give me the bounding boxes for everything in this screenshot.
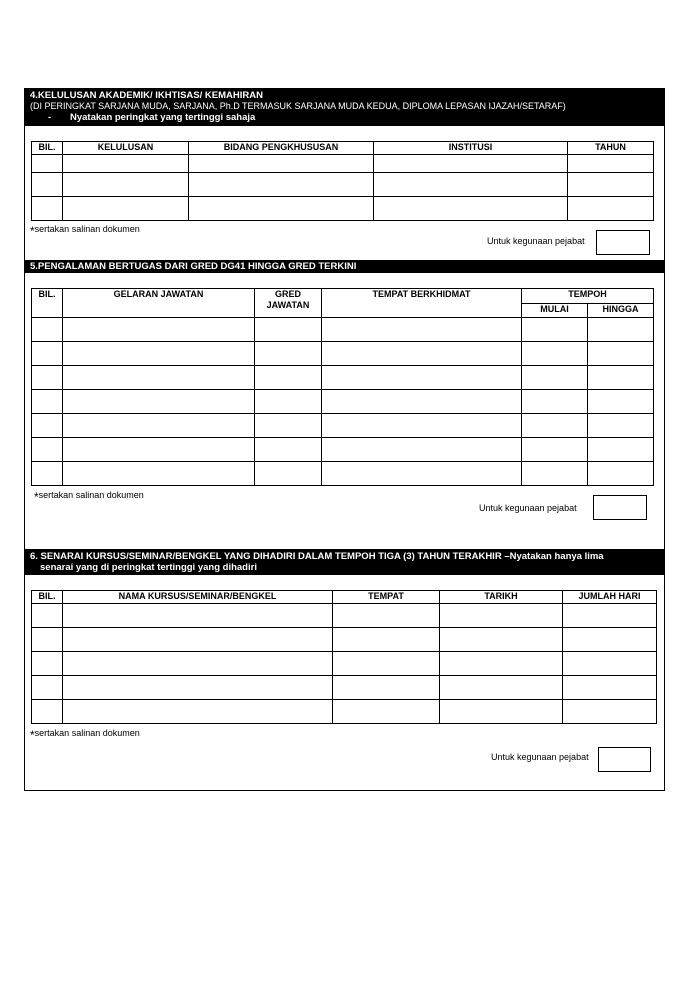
section5-office-box[interactable] [593, 495, 647, 520]
header-mulai: MULAI [522, 304, 588, 318]
table-header-row [32, 142, 654, 155]
table-header-row [32, 591, 657, 604]
table-row [32, 197, 654, 221]
header-tempat: TEMPAT [333, 591, 440, 604]
table-cell[interactable] [440, 628, 563, 652]
table-cell[interactable] [322, 366, 522, 390]
header-jumlah-hari: JUMLAH HARI [563, 591, 657, 604]
table-cell[interactable] [63, 318, 255, 342]
table-cell[interactable] [440, 700, 563, 724]
table-row [32, 366, 654, 390]
header-tempat-berkhidmat: TEMPAT BERKHIDMAT [322, 289, 522, 318]
table-row [32, 390, 654, 414]
table-cell[interactable] [63, 390, 255, 414]
header-tempoh: TEMPOH [522, 289, 654, 304]
header-tarikh: TARIKH [440, 591, 563, 604]
table-header-row [32, 289, 654, 304]
table-cell[interactable] [63, 342, 255, 366]
table-cell[interactable] [63, 155, 189, 173]
table-cell[interactable] [32, 197, 63, 221]
table-cell[interactable] [333, 604, 440, 628]
table-cell[interactable] [322, 462, 522, 486]
table-cell[interactable] [63, 197, 189, 221]
table-cell[interactable] [374, 197, 568, 221]
table-cell[interactable] [255, 462, 322, 486]
table-cell[interactable] [588, 318, 654, 342]
header-gred-jawatan: GRED JAWATAN [255, 289, 322, 318]
table-cell[interactable] [522, 342, 588, 366]
table-cell[interactable] [63, 628, 333, 652]
table-cell[interactable] [588, 342, 654, 366]
table-cell[interactable] [563, 676, 657, 700]
table-cell[interactable] [588, 390, 654, 414]
table-cell[interactable] [333, 700, 440, 724]
table-cell[interactable] [440, 652, 563, 676]
table-cell[interactable] [255, 366, 322, 390]
table-cell[interactable] [568, 197, 654, 221]
table-row [32, 414, 654, 438]
header-tahun: TAHUN [568, 142, 654, 155]
table-cell[interactable] [333, 628, 440, 652]
table-cell[interactable] [63, 700, 333, 724]
table-cell[interactable] [322, 390, 522, 414]
table-cell[interactable] [32, 173, 63, 197]
table-cell[interactable] [568, 173, 654, 197]
table-cell[interactable] [588, 462, 654, 486]
table-cell[interactable] [63, 652, 333, 676]
section4-office-box[interactable] [596, 230, 650, 255]
table-cell[interactable] [440, 676, 563, 700]
header-institusi: INSTITUSI [374, 142, 568, 155]
table-cell[interactable] [522, 438, 588, 462]
table-cell[interactable] [32, 390, 63, 414]
table-row [32, 604, 657, 628]
section5-note: *sertakan salinan dokumen [34, 490, 144, 504]
table-cell[interactable] [522, 414, 588, 438]
table-row [32, 438, 654, 462]
table-cell[interactable] [255, 342, 322, 366]
table-cell[interactable] [522, 390, 588, 414]
table-cell[interactable] [63, 366, 255, 390]
section6-title-line2: senarai yang di peringkat tertinggi yang dihadiri [40, 562, 257, 573]
table-cell[interactable] [32, 652, 63, 676]
table-row [32, 155, 654, 173]
table-cell[interactable] [440, 604, 563, 628]
table-cell[interactable] [255, 390, 322, 414]
table-cell[interactable] [189, 197, 374, 221]
section6-header [24, 549, 665, 575]
header-hingga: HINGGA [588, 304, 654, 318]
header-bil: BIL. [32, 142, 63, 155]
section4-header [24, 88, 665, 126]
table-cell[interactable] [522, 462, 588, 486]
table-cell[interactable] [588, 438, 654, 462]
header-nama-kursus: NAMA KURSUS/SEMINAR/BENGKEL [63, 591, 333, 604]
section6-office-box[interactable] [598, 747, 651, 772]
course-table [31, 590, 657, 724]
experience-table [31, 288, 654, 486]
table-cell[interactable] [32, 438, 63, 462]
table-cell[interactable] [255, 414, 322, 438]
table-row [32, 173, 654, 197]
table-row [32, 628, 657, 652]
table-cell[interactable] [255, 318, 322, 342]
table-cell[interactable] [563, 700, 657, 724]
table-cell[interactable] [522, 366, 588, 390]
table-cell[interactable] [189, 173, 374, 197]
section4-note: *sertakan salinan dokumen [30, 224, 140, 238]
section4-instruction: Nyatakan peringkat yang tertinggi sahaja [70, 112, 256, 123]
table-cell[interactable] [522, 318, 588, 342]
table-cell[interactable] [63, 173, 189, 197]
section6-title: 6. SENARAI KURSUS/SEMINAR/BENGKEL YANG DIHADIRI DALAM TEMPOH TIGA (3) TAHUN TERAKHIR –Nyatakan hanya lima [30, 551, 604, 562]
table-row [32, 318, 654, 342]
table-cell[interactable] [32, 676, 63, 700]
table-cell[interactable] [63, 604, 333, 628]
section5-header [24, 260, 665, 273]
table-cell[interactable] [32, 366, 63, 390]
table-cell[interactable] [63, 414, 255, 438]
section5-office-label: Untuk kegunaan pejabat [479, 503, 577, 513]
table-cell[interactable] [32, 155, 63, 173]
table-row [32, 676, 657, 700]
table-row [32, 342, 654, 366]
section6-office-label: Untuk kegunaan pejabat [491, 752, 589, 762]
table-row [32, 652, 657, 676]
table-cell[interactable] [588, 366, 654, 390]
table-cell[interactable] [333, 676, 440, 700]
table-cell[interactable] [63, 676, 333, 700]
table-cell[interactable] [32, 628, 63, 652]
table-cell[interactable] [568, 155, 654, 173]
table-cell[interactable] [322, 438, 522, 462]
table-cell[interactable] [63, 462, 255, 486]
table-cell[interactable] [333, 652, 440, 676]
table-cell[interactable] [588, 414, 654, 438]
header-bil: BIL. [32, 289, 63, 318]
table-cell[interactable] [563, 604, 657, 628]
section4-subtitle: (DI PERINGKAT SARJANA MUDA, SARJANA, Ph.D TERMASUK SARJANA MUDA KEDUA, DIPLOMA LEPASAN IJAZAH/SETARAF) [30, 101, 566, 111]
header-bidang: BIDANG PENGKHUSUSAN [189, 142, 374, 155]
table-cell[interactable] [563, 628, 657, 652]
section4-title: 4.KELULUSAN AKADEMIK/ IKHTISAS/ KEMAHIRAN [30, 90, 263, 101]
table-cell[interactable] [32, 604, 63, 628]
header-gelaran-jawatan: GELARAN JAWATAN [63, 289, 255, 318]
table-cell[interactable] [322, 414, 522, 438]
table-cell[interactable] [32, 342, 63, 366]
section5-title: 5.PENGALAMAN BERTUGAS DARI GRED DG41 HINGGA GRED TERKINI [30, 261, 357, 272]
table-cell[interactable] [32, 414, 63, 438]
table-row [32, 462, 654, 486]
table-cell[interactable] [32, 462, 63, 486]
table-cell[interactable] [32, 318, 63, 342]
table-cell[interactable] [255, 438, 322, 462]
table-cell[interactable] [374, 155, 568, 173]
section4-instruction-line: - Nyatakan peringkat yang tertinggi sahaja [48, 112, 256, 123]
table-cell[interactable] [322, 318, 522, 342]
header-kelulusan: KELULUSAN [63, 142, 189, 155]
header-bil: BIL. [32, 591, 63, 604]
qualification-table [31, 141, 654, 221]
table-cell[interactable] [32, 700, 63, 724]
table-cell[interactable] [374, 173, 568, 197]
section6-note: *sertakan salinan dokumen [30, 728, 140, 742]
table-cell[interactable] [63, 438, 255, 462]
table-cell[interactable] [563, 652, 657, 676]
section4-office-label: Untuk kegunaan pejabat [487, 236, 585, 246]
table-row [32, 700, 657, 724]
table-cell[interactable] [322, 342, 522, 366]
table-cell[interactable] [189, 155, 374, 173]
